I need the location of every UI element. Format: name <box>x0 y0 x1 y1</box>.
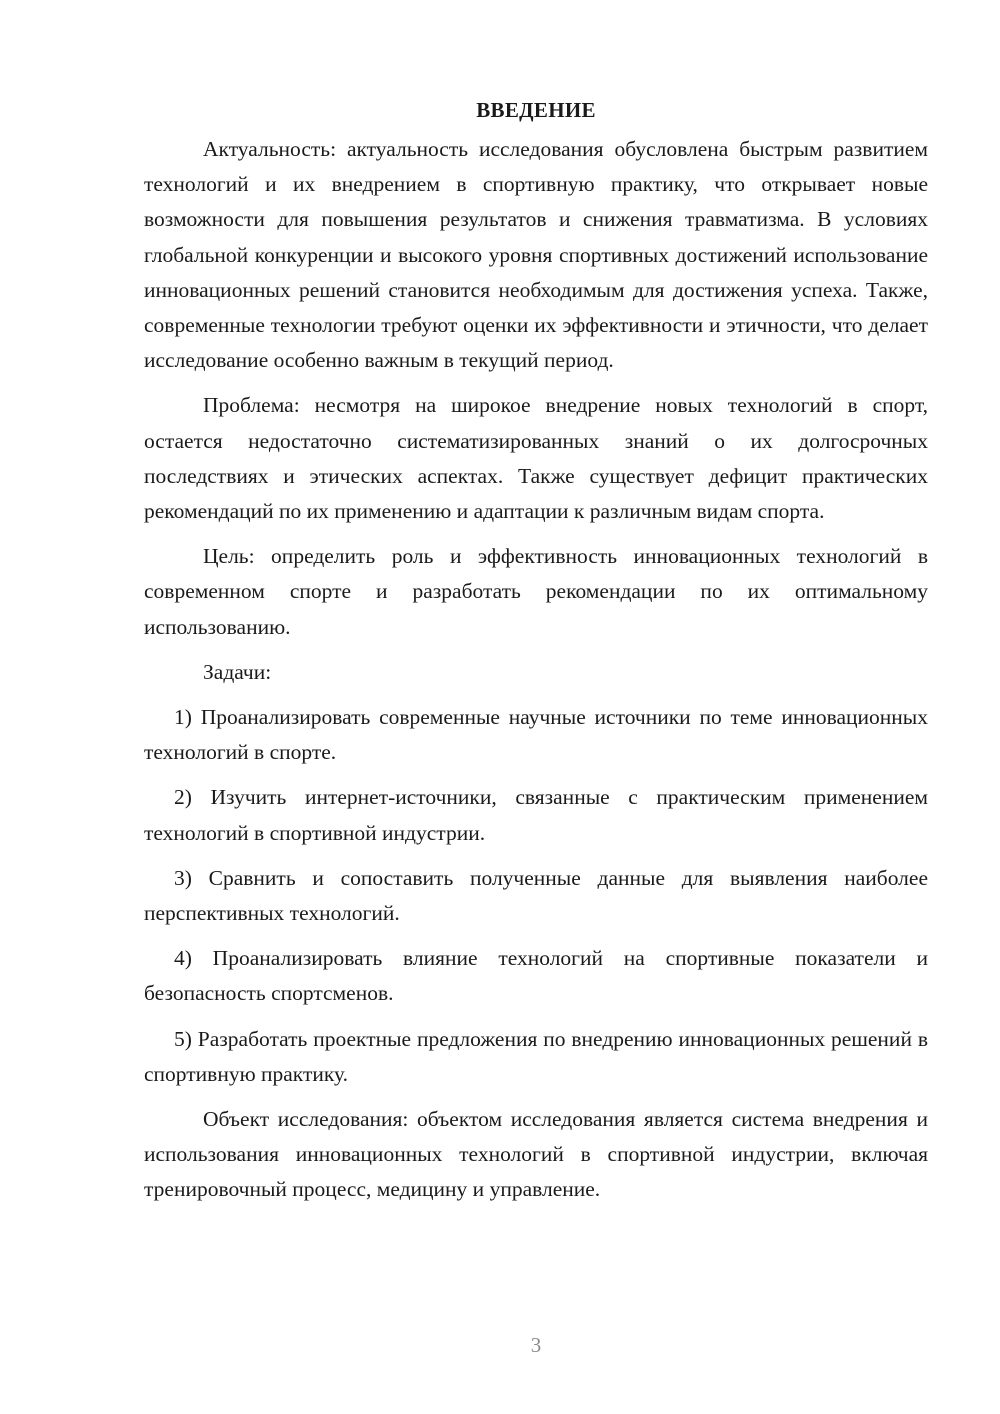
task-item-4: 4) Проанализировать влияние технологий на спортивные показатели и безопасность спортсменов. <box>144 946 928 1006</box>
task-item-2: 2) Изучить интернет-источники, связанные с практическим применением технологий в спортивной индустрии. <box>144 785 928 845</box>
goal-paragraph: Цель: определить роль и эффективность инновационных технологий в современном спорте и разработать рекомендации по их оптимальному использованию. <box>144 544 928 639</box>
document-page <box>144 95 928 1218</box>
task-item-3: 3) Сравнить и сопоставить полученные данные для выявления наиболее перспективных технологий. <box>144 865 928 926</box>
problem-paragraph: Проблема: несмотря на широкое внедрение новых технологий в спорт, остается недостаточно систематизированных знаний о их долгосрочных последствиях и этических аспектах. Также существует дефицит практических рекомендаций по их применению и адаптации к различным видам спорта. <box>144 393 928 524</box>
task-item-5: 5) Разработать проектные предложения по внедрению инновационных решений в спортивную практику. <box>144 1026 928 1086</box>
task-item-1: 1) Проанализировать современные научные источники по теме инновационных технологий в спорте. <box>144 705 928 765</box>
relevance-paragraph: Актуальность: актуальность исследования обусловлена быстрым развитием технологий и их внедрением в спортивную практику, что открывает новые возможности для повышения результатов и снижения травматизма. В условиях глобальной конкуренции и высокого уровня спортивных достижений использование инновационных решений становится необходимым для достижения успеха. Также, современные технологии требуют оценки их эффективности и этичности, что делает исследование особенно важным в текущий период. <box>144 137 928 373</box>
page-number: 3 <box>530 1333 542 1357</box>
tasks-label: Задачи: <box>203 659 272 684</box>
section-heading: ВВЕДЕНИЕ <box>476 98 596 122</box>
object-paragraph: Объект исследования: объектом исследования является система внедрения и использования инновационных технологий в спортивной индустрии, включая тренировочный процесс, медицину и управление. <box>144 1107 928 1202</box>
